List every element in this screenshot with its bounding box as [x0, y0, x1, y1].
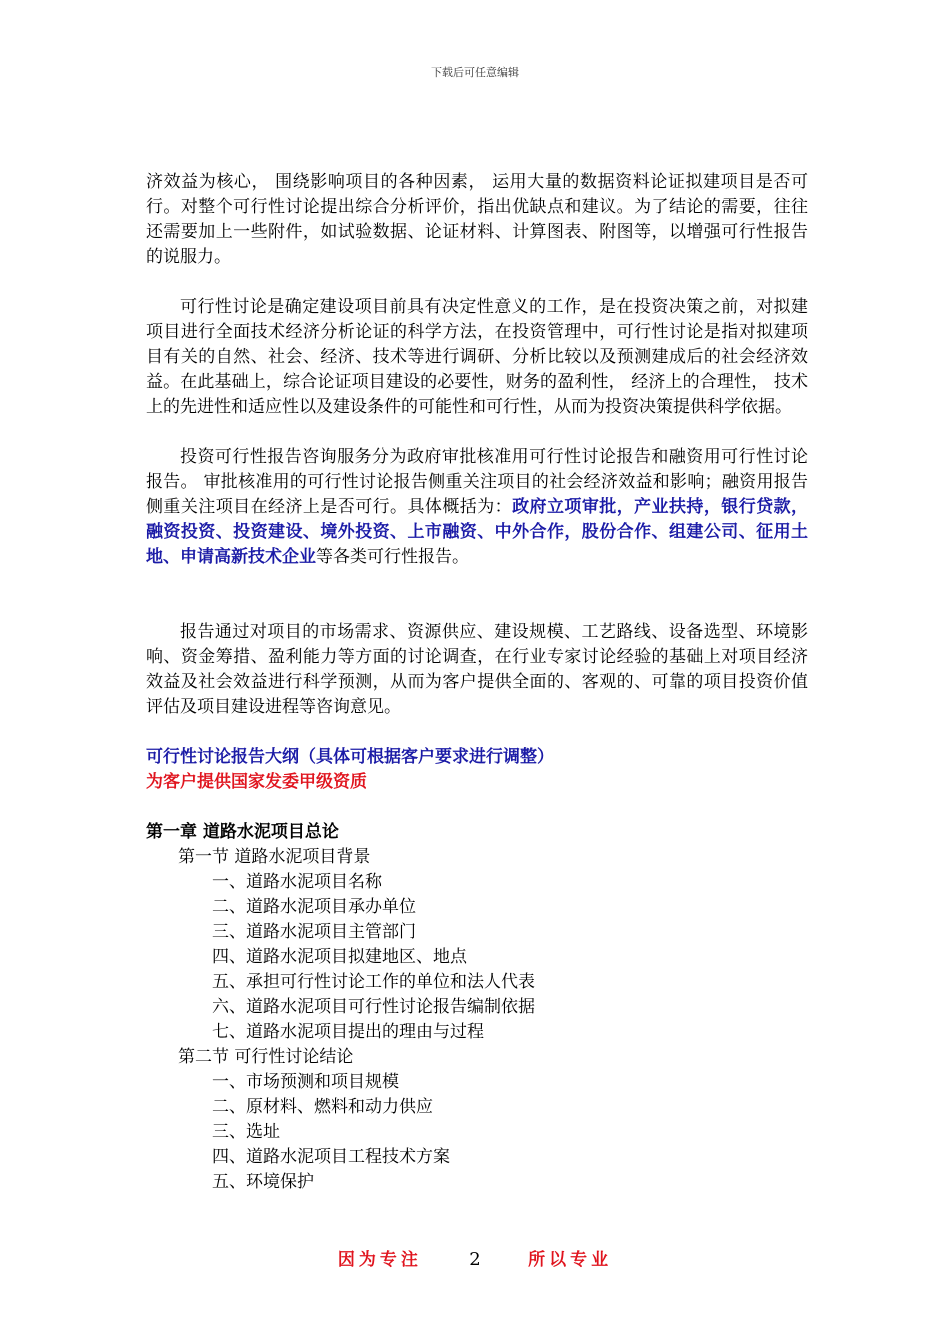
paragraph-3-end: 等各类可行性报告。	[316, 547, 469, 567]
list-item: 四、道路水泥项目工程技术方案	[212, 1147, 450, 1167]
page-footer	[0, 1245, 950, 1270]
paragraph-2: 可行性讨论是确定建设项目前具有决定性意义的工作，是在投资决策之前，对拟建项目进行全面技术经济分析论证的科学方法，在投资管理中，可行性讨论是指对拟建项目有关的自然、社会、经济、技术等进行调研、分析比较以及预测建成后的社会经济效益。在此基础上，综合论证项目建设的必要性，财务的盈利性， 经济上的合理性， 技术上的先进性和适应性以及建设条件的可能性和可行性，从而为投资决策提供科学依据。	[146, 297, 808, 417]
paragraph-1: 济效益为核心， 围绕影响项目的各种因素， 运用大量的数据资料论证拟建项目是否可行。对整个可行性讨论提出综合分析评价，指出优缺点和建议。为了结论的需要，往往还需要加上一些附件，如试验数据、论证材料、计算图表、附图等，以增强可行性报告的说服力。	[146, 172, 808, 267]
chapter-heading: 第一章 道路水泥项目总论	[146, 822, 339, 842]
paragraph-3-start: 投资可行性报告咨询服务分为政府审批核准用可行性讨论报告和融资用可行性讨论报告。 审批核准用的可行性讨论报告侧重关注项目的社会经济效益和影响；融资用报告侧重关注项目在经济上是否可行。具体概括为：	[146, 447, 808, 517]
page-number: 2	[469, 1249, 481, 1270]
list-item: 一、市场预测和项目规模	[212, 1072, 399, 1092]
list-item: 二、原材料、燃料和动力供应	[212, 1097, 433, 1117]
list-item: 七、道路水泥项目提出的理由与过程	[212, 1022, 484, 1042]
spacer	[146, 720, 808, 745]
paragraph-3	[146, 445, 808, 570]
section-heading-2: 第二节 可行性讨论结论	[178, 1047, 354, 1067]
list-item: 五、环境保护	[212, 1172, 314, 1192]
list-item: 二、道路水泥项目承办单位	[212, 897, 416, 917]
footer-slogan-left: 因为专注	[337, 1250, 422, 1270]
list-item: 五、承担可行性讨论工作的单位和法人代表	[212, 972, 535, 992]
document-body	[146, 170, 808, 1195]
outline-title: 可行性讨论报告大纲（具体可根据客户要求进行调整）	[146, 747, 554, 767]
spacer	[146, 270, 808, 295]
list-item: 三、道路水泥项目主管部门	[212, 922, 416, 942]
page-header: 下载后可任意编辑	[431, 66, 519, 79]
footer-slogan-right: 所以专业	[528, 1250, 613, 1270]
list-item: 六、道路水泥项目可行性讨论报告编制依据	[212, 997, 535, 1017]
spacer	[146, 420, 808, 445]
outline-subtitle: 为客户提供国家发委甲级资质	[146, 772, 367, 792]
list-item: 一、道路水泥项目名称	[212, 872, 382, 892]
service-types-highlight: 政府立项审批，产业扶持，银行贷款，融资投资、投资建设、境外投资、上市融资、中外合作，股份合作、组建公司、征用土地、申请高新技术企业	[146, 497, 809, 567]
section-heading-1: 第一节 道路水泥项目背景	[178, 847, 371, 867]
paragraph-4: 报告通过对项目的市场需求、资源供应、建设规模、工艺路线、设备选型、环境影响、资金筹措、盈利能力等方面的讨论调查，在行业专家讨论经验的基础上对项目经济效益及社会效益进行科学预测，从而为客户提供全面的、客观的、可靠的项目投资价值评估及项目建设进程等咨询意见。	[146, 622, 808, 717]
spacer	[146, 570, 808, 620]
spacer	[146, 795, 808, 820]
list-item: 三、选址	[212, 1122, 280, 1142]
list-item: 四、道路水泥项目拟建地区、地点	[212, 947, 467, 967]
